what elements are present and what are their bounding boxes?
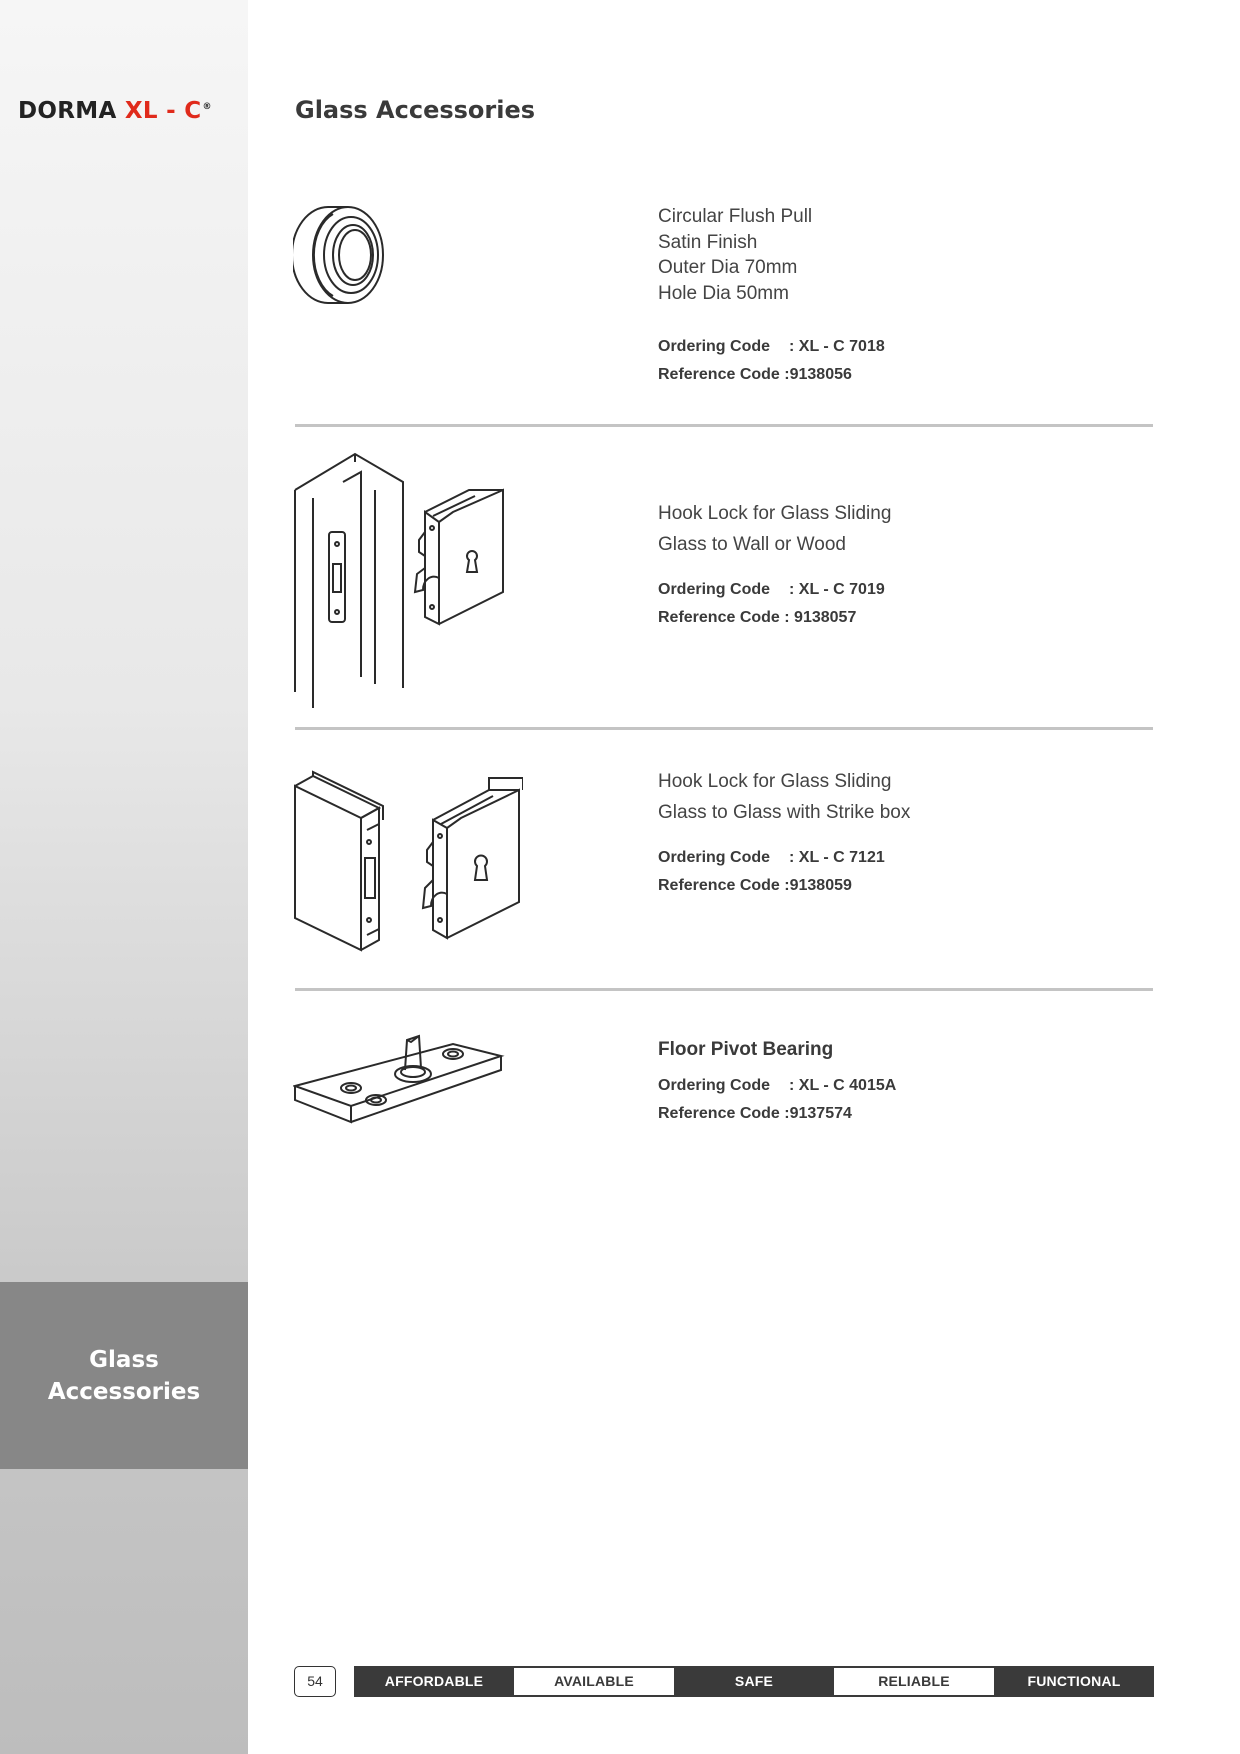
page-number: 54 bbox=[294, 1666, 336, 1697]
page-title: Glass Accessories bbox=[295, 96, 536, 124]
product-codes bbox=[658, 576, 1138, 632]
reference-code-value: :9138056 bbox=[784, 366, 852, 383]
reference-code-label: Reference Code bbox=[658, 366, 780, 383]
ordering-code-value: : XL - C 7121 bbox=[789, 849, 885, 866]
reference-code-label: Reference Code bbox=[658, 877, 780, 894]
ordering-code-label: Ordering Code bbox=[658, 581, 771, 598]
hook-lock-glass-icon bbox=[293, 770, 523, 955]
desc-line: Hook Lock for Glass Sliding bbox=[658, 771, 892, 792]
divider bbox=[295, 988, 1153, 991]
desc-line: Hook Lock for Glass Sliding bbox=[658, 503, 892, 524]
brand-line: XL - C bbox=[124, 98, 202, 124]
product-hook-lock-glass bbox=[293, 770, 1153, 960]
brand-logo bbox=[18, 98, 212, 124]
brand-name: DORMA bbox=[18, 98, 117, 124]
divider bbox=[295, 424, 1153, 427]
product-info bbox=[658, 766, 1138, 900]
product-codes bbox=[658, 1072, 1138, 1128]
hook-lock-wall-icon bbox=[293, 452, 513, 712]
desc-line: Floor Pivot Bearing bbox=[658, 1039, 834, 1060]
floor-pivot-icon bbox=[293, 1030, 508, 1140]
product-codes bbox=[658, 333, 1138, 389]
section-tab-line2: Accessories bbox=[47, 1378, 201, 1405]
product-info bbox=[658, 498, 1138, 632]
reference-code-label: Reference Code bbox=[658, 609, 780, 626]
ordering-code-label: Ordering Code bbox=[658, 1077, 771, 1094]
value-reliable: RELIABLE bbox=[834, 1666, 994, 1697]
product-circular-flush-pull bbox=[293, 200, 1153, 400]
desc-line: Hole Dia 50mm bbox=[658, 282, 789, 304]
product-description bbox=[658, 204, 1138, 306]
desc-line: Circular Flush Pull bbox=[658, 206, 813, 227]
value-affordable: AFFORDABLE bbox=[354, 1666, 514, 1697]
reference-code-label: Reference Code bbox=[658, 1105, 780, 1122]
desc-line: Glass to Wall or Wood bbox=[658, 534, 846, 555]
product-description bbox=[658, 1036, 1138, 1064]
product-floor-pivot-bearing bbox=[293, 1030, 1153, 1140]
product-description bbox=[658, 766, 1138, 828]
ordering-code-value: : XL - C 7019 bbox=[789, 581, 885, 598]
value-functional: FUNCTIONAL bbox=[994, 1666, 1154, 1697]
sidebar bbox=[0, 0, 248, 1754]
ordering-code-value: : XL - C 7018 bbox=[789, 338, 885, 355]
product-info bbox=[658, 204, 1138, 389]
reference-code-value: : 9138057 bbox=[784, 609, 857, 626]
ordering-code-label: Ordering Code bbox=[658, 338, 771, 355]
product-codes bbox=[658, 844, 1138, 900]
ordering-code-label: Ordering Code bbox=[658, 849, 771, 866]
desc-line: Outer Dia 70mm bbox=[658, 257, 798, 278]
product-info bbox=[658, 1036, 1138, 1128]
divider bbox=[295, 727, 1153, 730]
values-bar bbox=[354, 1666, 1154, 1697]
reference-code-value: :9138059 bbox=[784, 877, 852, 894]
desc-line: Glass to Glass with Strike box bbox=[658, 802, 911, 823]
registered-mark: ® bbox=[202, 102, 212, 113]
product-hook-lock-wall bbox=[293, 452, 1153, 712]
section-tab bbox=[0, 1282, 248, 1469]
footer bbox=[294, 1666, 1154, 1697]
section-tab-line1: Glass bbox=[89, 1346, 159, 1373]
flush-pull-icon bbox=[293, 200, 403, 320]
desc-line: Satin Finish bbox=[658, 231, 758, 253]
reference-code-value: :9137574 bbox=[784, 1105, 852, 1122]
value-available: AVAILABLE bbox=[514, 1666, 674, 1697]
value-safe: SAFE bbox=[674, 1666, 834, 1697]
ordering-code-value: : XL - C 4015A bbox=[789, 1077, 897, 1094]
product-description bbox=[658, 498, 1138, 560]
